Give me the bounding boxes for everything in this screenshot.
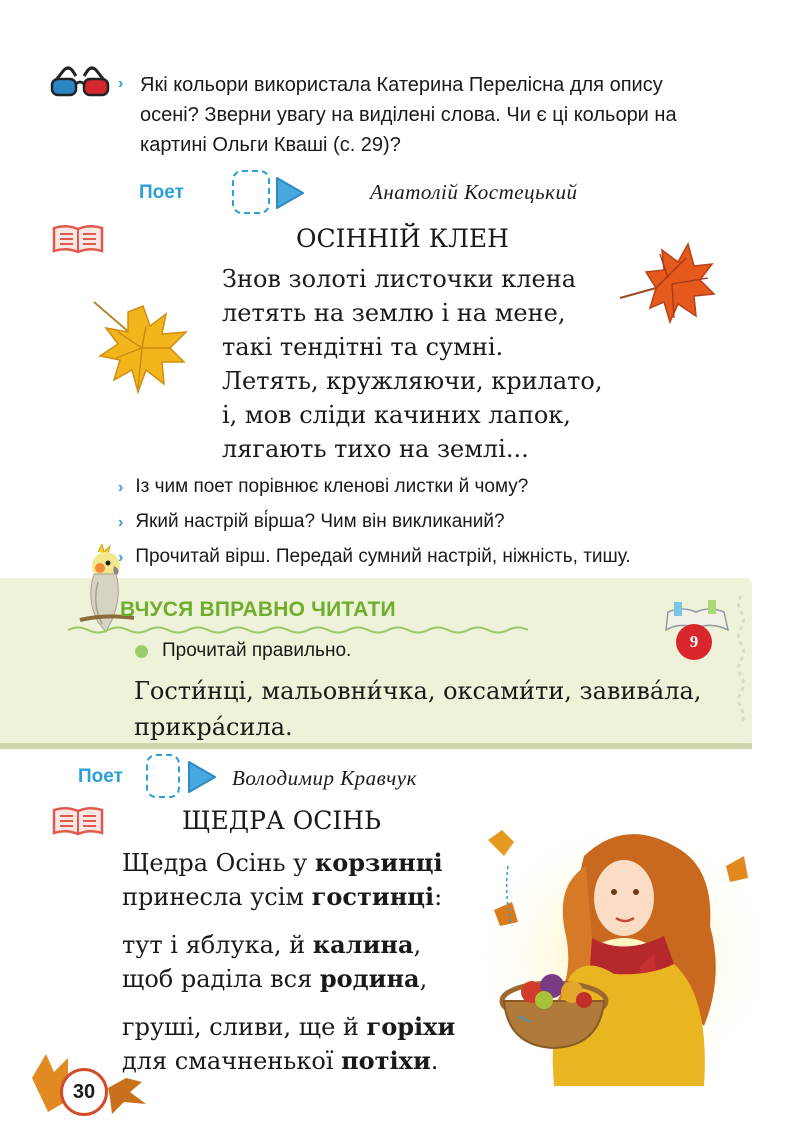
glasses-icon <box>50 66 110 98</box>
reading-words: Гости́нці, мальовни́чка, оксами́ти, завива́ла, прикра́сила. <box>134 677 702 741</box>
reading-instruction: Прочитай правильно. <box>162 640 352 661</box>
play-icon[interactable] <box>274 176 306 215</box>
question-item: › Прочитай вірш. Передай сумний настрій, ніжність, тишу. <box>118 546 631 567</box>
play-icon[interactable] <box>186 760 218 799</box>
poem-line: для смачненької потіхи. <box>122 1046 439 1075</box>
poet-label: Поет <box>139 182 184 203</box>
bullet-arrow-icon: › <box>118 479 124 496</box>
wavy-underline <box>68 622 528 640</box>
poem-line: такі тендітні та сумні. <box>222 333 504 361</box>
questions-list <box>118 470 631 575</box>
maple-leaf-icon <box>88 292 198 407</box>
dashed-frame <box>232 170 270 214</box>
exercise-number-badge: 9 <box>676 624 712 660</box>
poem2-title: ЩЕДРА ОСІНЬ <box>182 806 381 835</box>
page-number: 30 <box>60 1068 108 1116</box>
question-item: › Із чим поет порівнює кленові листки й чому? <box>118 476 529 497</box>
bullet-dot-icon <box>135 645 148 658</box>
decorative-border <box>734 594 748 734</box>
bullet-arrow-icon: › <box>118 75 124 92</box>
poem-line: і, мов сліди качиних лапок, <box>222 401 571 429</box>
question-item: › Який настрій ві́рша? Чим він викликаний? <box>118 511 505 532</box>
dashed-frame <box>146 754 180 798</box>
poem-line: Знов золоті листочки клена <box>222 265 577 293</box>
maple-leaf-icon <box>616 238 716 335</box>
poem-line: принесла усім гостинці: <box>122 882 443 911</box>
poem1-text <box>222 262 602 466</box>
poem-line: Щедра Осінь у корзинці <box>122 848 443 877</box>
book-icon <box>52 806 104 841</box>
bullet-arrow-icon: › <box>118 514 124 531</box>
poem-line: летять на землю і на мене, <box>222 299 566 327</box>
poem-line: лягають тихо на землі... <box>222 435 529 463</box>
poem-line: Летять, кружляючи, крилато, <box>222 367 603 395</box>
poem1-title: ОСІННІЙ КЛЕН <box>296 224 509 253</box>
bullet-arrow-icon: › <box>118 549 124 566</box>
poem2-author: Володимир Кравчук <box>232 766 417 790</box>
book-icon <box>52 224 104 259</box>
poem-line: груші, сливи, ще й горіхи <box>122 1012 456 1041</box>
reading-heading: ВЧУСЯ ВПРАВНО ЧИТАТИ <box>120 598 396 621</box>
poem-line: тут і яблука, й калина, <box>122 930 422 959</box>
intro-question: Які кольори використала Катерина Перелісна для опису осені? Зверни увагу на виділені слова. Чи є ці кольори на картині Ольги Кваші (с. 29)? <box>140 74 677 156</box>
autumn-girl-illustration <box>474 826 764 1093</box>
poet-label: Поет <box>78 766 123 787</box>
poem2-text <box>122 846 455 1078</box>
poem-line: щоб раділа вся родина, <box>122 964 428 993</box>
poem1-author: Анатолій Костецький <box>370 180 578 204</box>
